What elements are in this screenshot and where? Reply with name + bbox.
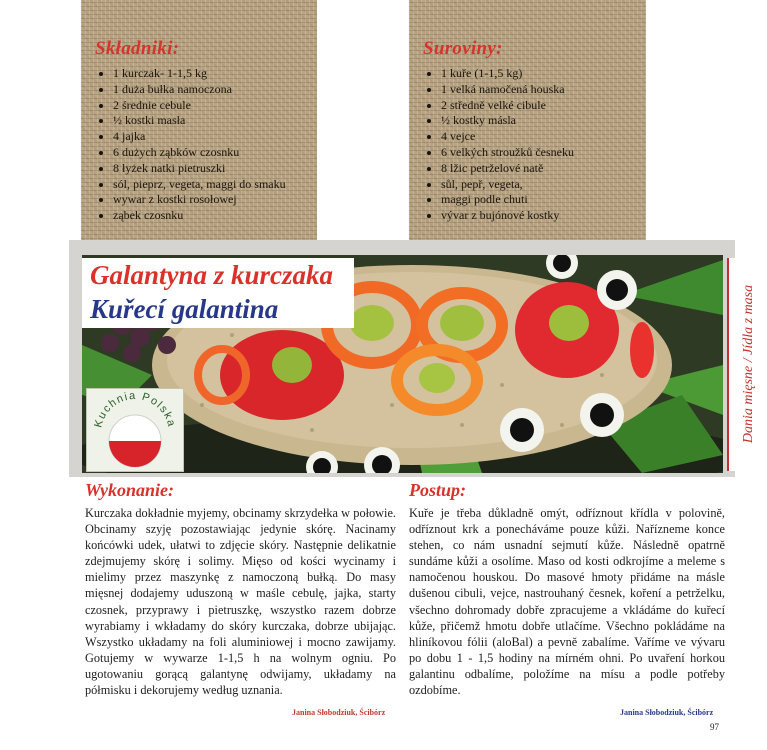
ingredients-list-cz [423, 66, 574, 224]
ingredient-item: • 8 łyżek natki pietruszki [113, 161, 286, 177]
ingredient-item: • ½ kostki masła [113, 113, 286, 129]
ingredients-title-pl: Składniki: [95, 38, 180, 59]
ingredient-item: • 1 kuře (1-1,5 kg) [441, 66, 574, 82]
ingredient-item: • wywar z kostki rosołowej [113, 192, 286, 208]
ingredients-list-pl [95, 66, 286, 224]
ingredient-item: • 6 velkých stroužků česneku [441, 145, 574, 161]
polish-flag-icon [87, 389, 183, 471]
ingredient-item: • 6 dużych ząbków czosnku [113, 145, 286, 161]
ingredient-item: • 2 średnie cebule [113, 98, 286, 114]
ingredient-item: • ½ kostky másla [441, 113, 574, 129]
ingredient-item: • ząbek czosnku [113, 208, 286, 224]
method-title-pl: Wykonanie: [85, 480, 175, 500]
ingredient-item: • 4 vejce [441, 129, 574, 145]
dish-title-pl: Galantyna z kurczaka [90, 260, 334, 290]
method-body-pl: Kurczaka dokładnie myjemy, obcinamy skrzydełka w połowie. Obcinamy szyję pozostawiając jedynie skórę. Nacinamy końcówki udek, ułatwi to zdjęcie skóry. Następnie delikatnie zdejmujemy skórę i solimy. Mięso od kości wycinamy i mielimy przez maszynkę z namoczoną bułką. Do masy mięsnej dodajemy uduszoną w maśle cebulę, jajka, starty czosnek, przyprawy i pietruszkę, wszystko razem dobrze wyrabiamy i wkładamy do skóry kurczaka, dobrze ubijając. Wszystko układamy na foli aluminiowej i mocno zawijamy. Gotujemy w wywarze 1-1,5 h na wolnym ogniu. Po ugotowaniu gorącą galantynę odwijamy, układamy na półmisku i dekorujemy według uznania. [85, 506, 396, 698]
ingredient-item: • 4 jajka [113, 129, 286, 145]
dish-title-box [82, 258, 354, 328]
ingredients-panel-cz [409, 0, 646, 255]
ingredient-item: • maggi podle chuti [441, 192, 574, 208]
author-credit-cz: Janina Słobodziuk, Ścibórz [620, 708, 714, 717]
ingredient-item: • 1 kurczak- 1-1,5 kg [113, 66, 286, 82]
category-label: Dania mięsne / Jídla z masa [741, 284, 756, 444]
ingredients-panel-pl [81, 0, 317, 255]
ingredient-item: • 1 velká namočená houska [441, 82, 574, 98]
method-title-cz: Postup: [409, 480, 467, 500]
kuchnia-polska-badge [86, 388, 184, 472]
category-side-tab [727, 258, 767, 471]
ingredients-title-cz: Suroviny: [423, 38, 503, 59]
method-body-cz: Kuře je třeba důkladně omýt, odříznout křídla v polovině, odříznout krk a ponecháváme pouze kůži. Nařízneme konce stehen, co nám usnadní sejmutí kůže. Následně opatrně sundáme kůži a osolíme. Maso od kosti odkrojíme a meleme s namočenou houskou. Do masové hmoty přidáme na másle dušenou cibuli, vejce, nastrouhaný česnek, koření a petrželku, všechno dohromady dobře zpracujeme a vkládáme do kuřecí kůže, přičemž hmotu dobře utlačíme. Všechno pokládáme na hliníkovou fólii (aloBal) a pevně zabalíme. Vaříme ve vývaru po dobu 1 - 1,5 hodiny na mírném ohni. Po uvaření horkou galantinu odbalíme, položíme na mísu a podle potřeby ozdobíme. [409, 506, 725, 698]
ingredient-item: • sól, pieprz, vegeta, maggi do smaku [113, 177, 286, 193]
ingredient-item: • sůl, pepř, vegeta, [441, 177, 574, 193]
ingredient-item: • 1 duża bułka namoczona [113, 82, 286, 98]
author-credit-pl: Janina Słobodziuk, Ścibórz [292, 708, 386, 717]
page-number: 97 [710, 722, 719, 732]
ingredient-item: • 2 středně velké cibule [441, 98, 574, 114]
ingredient-item: • 8 lžic petrželové natě [441, 161, 574, 177]
dish-title-cz: Kuřecí galantina [90, 294, 279, 324]
badge-text: Kuchnia Polska [92, 389, 178, 429]
ingredient-item: • vývar z bujónové kostky [441, 208, 574, 224]
